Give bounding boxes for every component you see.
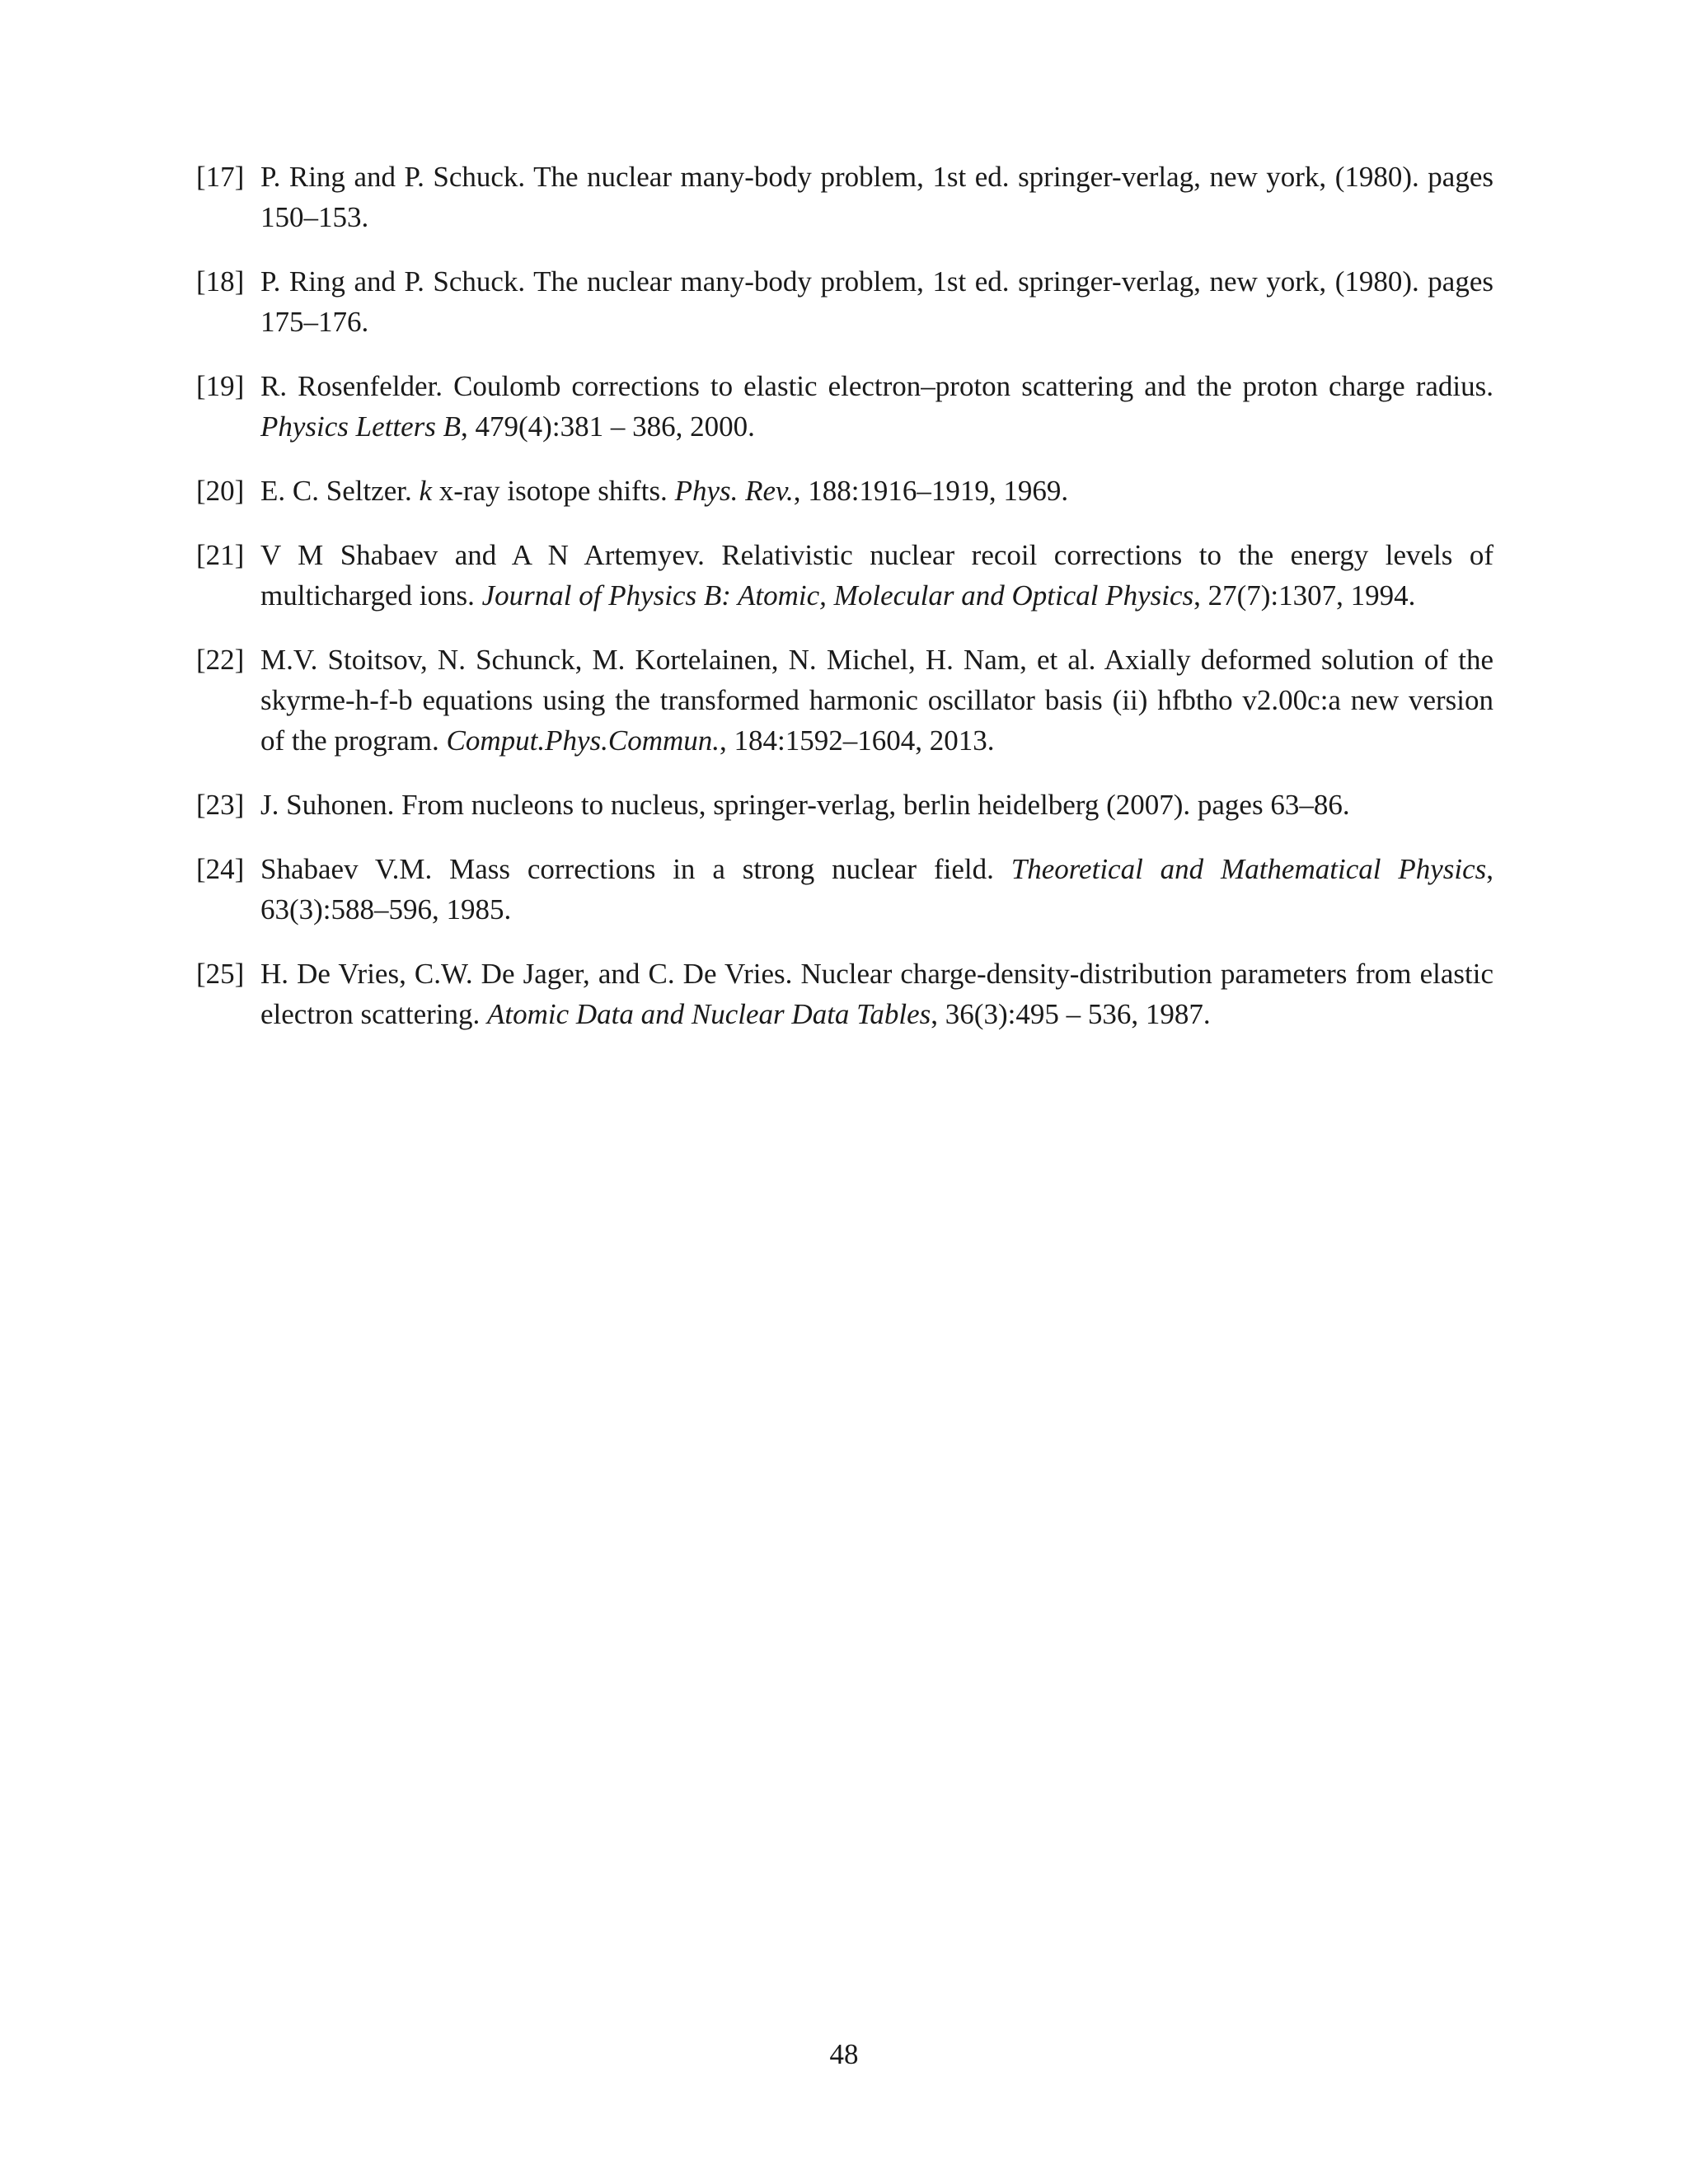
reference-number: [20]	[196, 475, 245, 507]
reference-entry	[196, 261, 1493, 342]
page-number: 48	[829, 2038, 859, 2070]
reference-segment: x-ray isotope shifts.	[432, 475, 675, 507]
reference-segment: P. Ring and P. Schuck. The nuclear many-body problem, 1st ed. springer-verlag, new york, (1980). pages 150–153.	[260, 161, 1493, 233]
reference-segment: Shabaev V.M. Mass corrections in a strong nuclear field.	[260, 853, 1011, 885]
reference-number: [25]	[196, 958, 245, 990]
reference-text	[260, 471, 1493, 511]
reference-text	[260, 535, 1493, 616]
reference-text	[260, 640, 1493, 761]
reference-segment: , 27(7):1307, 1994.	[1193, 579, 1416, 612]
reference-text	[260, 849, 1493, 930]
reference-entry	[196, 785, 1493, 825]
reference-entry	[196, 849, 1493, 930]
reference-segment: , 184:1592–1604, 2013.	[720, 724, 995, 757]
reference-number: [24]	[196, 853, 245, 885]
reference-italic-segment: Phys. Rev.	[674, 475, 794, 507]
reference-number: [22]	[196, 644, 245, 676]
reference-italic-segment: Theoretical and Mathematical Physics	[1010, 853, 1487, 885]
reference-italic-segment: Journal of Physics B: Atomic, Molecular and Optical Physics	[481, 579, 1194, 612]
reference-segment: , 188:1916–1919, 1969.	[793, 475, 1069, 507]
reference-entry	[196, 366, 1493, 447]
reference-segment: M.V. Stoitsov, N. Schunck, M. Kortelainen, N. Michel, H. Nam, et al. Axially deformed solution of the skyrme-h-f-b equations using the transformed harmonic oscillator basis (ii) hfbtho v2.00c:a new version of the program.	[260, 644, 1493, 757]
reference-text	[260, 261, 1493, 342]
reference-segment: , 479(4):381 – 386, 2000.	[461, 410, 755, 443]
reference-text	[260, 785, 1493, 825]
reference-segment: E. C. Seltzer.	[260, 475, 420, 507]
reference-number: [19]	[196, 370, 245, 402]
reference-entry	[196, 157, 1493, 237]
reference-entry	[196, 640, 1493, 761]
reference-segment: H. De Vries, C.W. De Jager, and C. De Vries. Nuclear charge-density-distribution parameters from elastic electron scattering.	[260, 958, 1493, 1030]
reference-number: [23]	[196, 789, 245, 821]
reference-number: [17]	[196, 161, 245, 193]
reference-italic-segment: Comput.Phys.Commun.	[446, 724, 720, 757]
reference-text	[260, 954, 1493, 1034]
reference-segment: R. Rosenfelder. Coulomb corrections to elastic electron–proton scattering and the proton charge radius.	[260, 370, 1493, 402]
reference-text	[260, 157, 1493, 237]
reference-segment: , 36(3):495 – 536, 1987.	[931, 998, 1211, 1030]
reference-italic-segment: Atomic Data and Nuclear Data Tables	[487, 998, 931, 1030]
reference-italic-segment: k	[419, 475, 433, 507]
reference-number: [18]	[196, 265, 245, 298]
reference-number: [21]	[196, 539, 245, 571]
reference-entry	[196, 471, 1493, 511]
reference-segment: J. Suhonen. From nucleons to nucleus, springer-verlag, berlin heidelberg (2007). pages 63–86.	[260, 789, 1350, 821]
reference-text	[260, 366, 1493, 447]
reference-entry	[196, 954, 1493, 1034]
reference-list	[196, 157, 1493, 1058]
reference-segment: V M Shabaev and A N Artemyev. Relativistic nuclear recoil corrections to the energy levels of multicharged ions.	[260, 539, 1493, 612]
reference-italic-segment: Physics Letters B	[260, 410, 462, 443]
reference-segment: P. Ring and P. Schuck. The nuclear many-body problem, 1st ed. springer-verlag, new york, (1980). pages 175–176.	[260, 265, 1493, 338]
reference-entry	[196, 535, 1493, 616]
reference-segment: , 63(3):588–596, 1985.	[260, 853, 1493, 926]
